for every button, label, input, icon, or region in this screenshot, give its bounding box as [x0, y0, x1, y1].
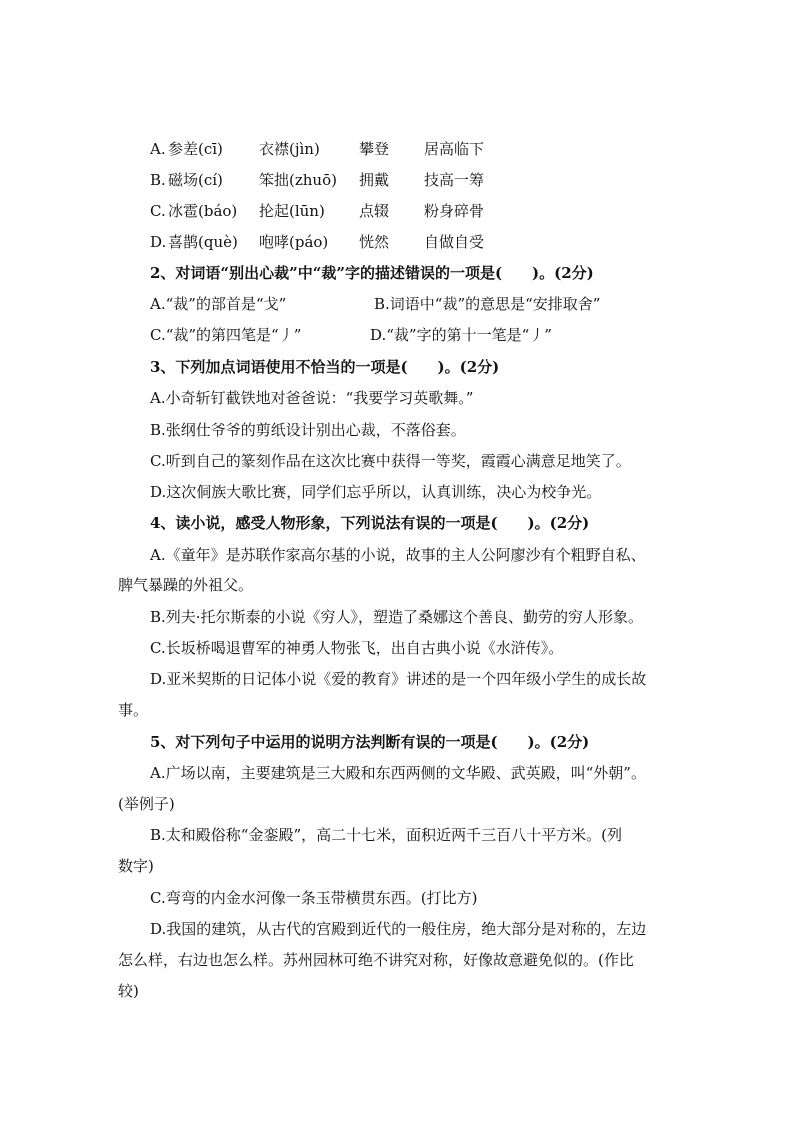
- option-word-4: 粉身碎骨: [424, 202, 485, 220]
- option-word-2: 笨拙(zhuō): [259, 171, 337, 189]
- option-word-2: 抡起(lūn): [259, 202, 325, 220]
- q5-option-b: B.太和殿俗称“金銮殿”，高二十七米，面积近两千三百八十平方米。(列: [150, 826, 622, 844]
- q5-option-c: C.弯弯的内金水河像一条玉带横贯东西。(打比方): [150, 889, 478, 907]
- q5-option-a: A.广场以南，主要建筑是三大殿和东西两侧的文华殿、武英殿，叫“外朝”。: [150, 764, 646, 782]
- q4-option-c: C.长坂桥喝退曹军的神勇人物张飞，出自古典小说《水浒传》。: [150, 639, 564, 657]
- q3-option-b: B.张纲仕爷爷的剪纸设计别出心裁，不落俗套。: [150, 421, 466, 439]
- q2-option-d: D.“裁”字的第十一笔是“丿”: [370, 326, 552, 344]
- q5-option-d: D.我国的建筑，从古代的宫殿到近代的一般住房，绝大部分是对称的，左边: [150, 920, 647, 938]
- q2-option-c: C.“裁”的第四笔是“丿”: [150, 326, 302, 344]
- option-word-2: 衣襟(jìn): [259, 140, 320, 158]
- option-letter: C.: [150, 202, 166, 220]
- option-word-4: 居高临下: [424, 140, 485, 158]
- option-word-3: 恍然: [359, 233, 390, 251]
- q5-option-b-cont: 数字): [118, 857, 154, 875]
- q3-option-a: A.小奇斩钉截铁地对爸爸说：“我要学习英歌舞。”: [150, 389, 474, 407]
- option-word-1: 喜鹊(què): [168, 233, 238, 251]
- option-letter: D.: [150, 233, 167, 251]
- q5-option-d-cont-2: 较): [118, 982, 139, 1000]
- question-3-stem: 3、下列加点词语使用不恰当的一项是( )。(2分): [150, 358, 500, 376]
- option-word-4: 技高一筹: [424, 171, 485, 189]
- option-word-3: 拥戴: [359, 171, 390, 189]
- option-word-4: 自做自受: [424, 233, 485, 251]
- q3-option-d: D.这次侗族大歌比赛，同学们忘乎所以，认真训练，决心为校争光。: [150, 483, 602, 501]
- q5-option-a-cont: (举例子): [118, 795, 175, 813]
- q2-option-a: A.“裁”的部首是“戈”: [150, 295, 287, 313]
- question-2-stem: 2、对词语“别出心裁”中“裁”字的描述错误的一项是( )。(2分): [150, 264, 594, 282]
- question-4-stem: 4、读小说，感受人物形象，下列说法有误的一项是( )。(2分): [150, 514, 590, 532]
- option-word-3: 攀登: [359, 140, 390, 158]
- q4-option-d: D.亚米契斯的日记体小说《爱的教育》讲述的是一个四年级小学生的成长故: [150, 670, 647, 688]
- option-word-3: 点辍: [359, 202, 390, 220]
- q4-option-a: A.《童年》是苏联作家高尔基的小说，故事的主人公阿廖沙有个粗野自私、: [150, 546, 646, 564]
- option-letter: B.: [150, 171, 166, 189]
- q4-option-a-cont: 脾气暴躁的外祖父。: [118, 576, 254, 594]
- q3-option-c: C.听到自己的篆刻作品在这次比赛中获得一等奖，霞霞心满意足地笑了。: [150, 452, 631, 470]
- option-word-1: 磁场(cí): [168, 171, 223, 189]
- option-letter: A.: [150, 140, 166, 158]
- q4-option-d-cont: 事。: [118, 701, 149, 719]
- option-word-2: 咆哮(páo): [259, 233, 329, 251]
- q5-option-d-cont-1: 怎么样，右边也怎么样。苏州园林可绝不讲究对称，好像故意避免似的。(作比: [118, 951, 634, 969]
- question-5-stem: 5、对下列句子中运用的说明方法判断有误的一项是( )。(2分): [150, 733, 590, 751]
- q4-option-b: B.列夫·托尔斯泰的小说《穷人》，塑造了桑娜这个善良、勤劳的穷人形象。: [150, 608, 644, 626]
- option-word-1: 冰雹(báo): [168, 202, 238, 220]
- option-word-1: 参差(cī): [168, 140, 223, 158]
- q2-option-b: B.词语中“裁”的意思是“安排取舍”: [374, 295, 601, 313]
